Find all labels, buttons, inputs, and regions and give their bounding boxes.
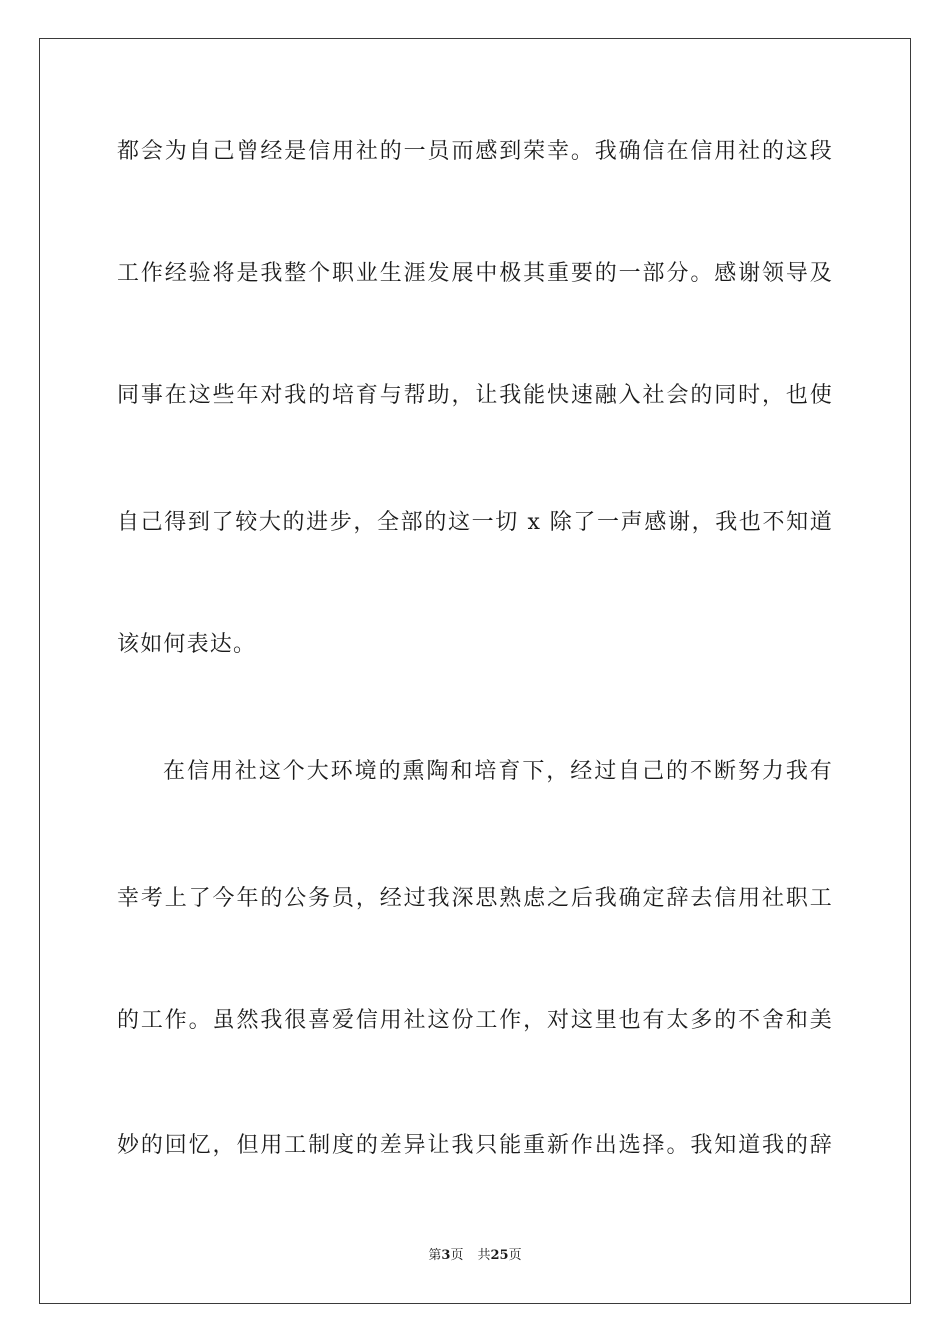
- paragraph-line: 的工作。虽然我很喜爱信用社这份工作，对这里也有太多的不舍和美: [117, 1008, 833, 1033]
- paragraph-line: 该如何表达。: [117, 632, 257, 657]
- paragraph-line: 在信用社这个大环境的熏陶和培育下，经过自己的不断努力我有: [163, 759, 833, 784]
- total-pages-number: 25: [490, 1248, 509, 1263]
- paragraph-line: 同事在这些年对我的培育与帮助，让我能快速融入社会的同时，也使: [117, 383, 833, 408]
- paragraph-line: 工作经验将是我整个职业生涯发展中极其重要的一部分。感谢领导及: [117, 261, 833, 286]
- page-border: [39, 38, 911, 1304]
- current-page-number: 3: [441, 1248, 451, 1263]
- paragraph-line: 幸考上了今年的公务员，经过我深思熟虑之后我确定辞去信用社职工: [117, 886, 833, 911]
- paragraph-line: 自己得到了较大的进步，全部的这一切 x 除了一声感谢，我也不知道: [117, 510, 833, 535]
- page-prefix: 第: [428, 1248, 442, 1263]
- paragraph-line: 妙的回忆，但用工制度的差异让我只能重新作出选择。我知道我的辞: [117, 1133, 833, 1158]
- total-prefix: 共: [477, 1248, 491, 1263]
- page-footer: [0, 1247, 950, 1265]
- total-suffix: 页: [508, 1248, 522, 1263]
- paragraph-line: 都会为自己曾经是信用社的一员而感到荣幸。我确信在信用社的这段: [117, 139, 833, 164]
- page-suffix: 页: [450, 1248, 464, 1263]
